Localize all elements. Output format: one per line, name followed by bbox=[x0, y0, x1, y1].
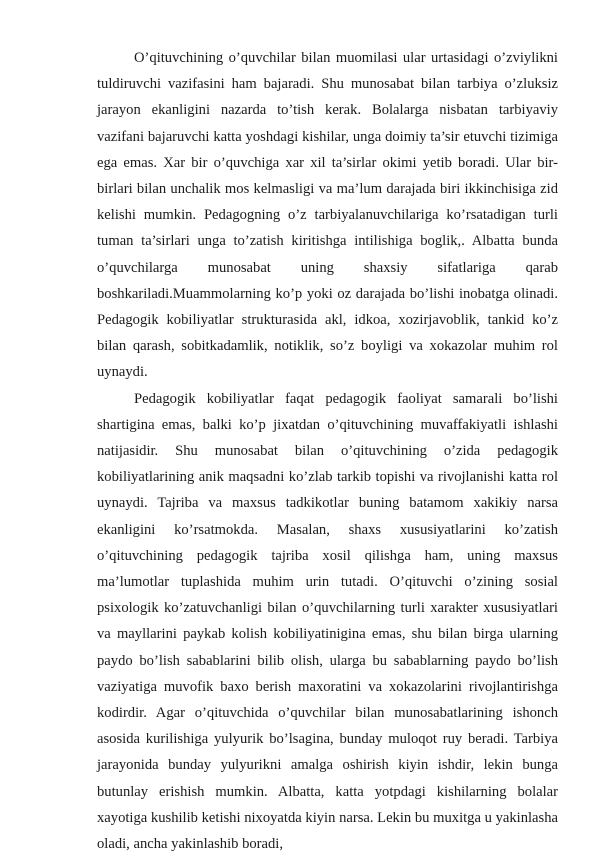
document-page bbox=[97, 45, 558, 857]
paragraph-1: O’qituvchining o’quvchilar bilan muomilasi ular urtasidagi o’zviylikni tuldiruvchi vazifasini ham bajaradi. Shu munosabat bilan tarbiya o’zluksiz jarayon ekanligini nazarda to’tish kerak. Bolalarga nisbatan tarbiyaviy vazifani bajaruvchi katta yoshdagi kishilar, unga doimiy ta’sir etuvchi tizimiga ega emas. Xar bir o’quvchiga xar xil ta’sirlar okimi yetib boradi. Ular bir-birlari bilan unchalik mos kelmasligi va ma’lum darajada biri ikkinchisiga zid kelishi mumkin. Pedagogning o’z tarbiyalanuvchilariga ko’rsatadigan turli tuman ta’sirlari unga to’zatish kiritishga intilishiga boglik,. Albatta bunda o’quvchilarga munosabat uning shaxsiy sifatlariga qarab boshkariladi.Muammolarning ko’p yoki oz darajada bo’lishi inobatga olinadi. Pedagogik kobiliyatlar strukturasida akl, idkoa, xozirjavoblik, tankid ko’z bilan qarash, sobitkadamlik, notiklik, so’z boyligi va xokazolar muhim rol uynaydi. bbox=[97, 50, 558, 381]
paragraph-2: Pedagogik kobiliyatlar faqat pedagogik faoliyat samarali bo’lishi shartigina emas, balki ko’p jixatdan o’qituvchining muvaffakiyatli ishlashi natijasidir. Shu munosabat bilan o’qituvchining o’zida pedagogik kobiliyatlarining anik maqsadni ko’zlab tarkib topishi va rivojlanishi katta rol uynaydi. Tajriba va maxsus tadkikotlar buning batamom xakikiy narsa ekanligini ko’rsatmokda. Masalan, shaxs xususiyatlarini ko’zatish o’qituvchining pedagogik tajriba xosil qilishga ham, uning maxsus ma’lumotlar tuplashida muhim urin tutadi. O’qituvchi o’zining sosial psixologik ko’zatuvchanligi bilan o’quvchilarning turli xarakter xususiyatlari va mayllarini paykab kolish kobiliyatinigina emas, shu bilan birga ularning paydo bo’lish sabablarini bilib olish, ularga bu sabablarning paydo bo’lish vaziyatiga muvofik baxo berish maxoratini va xokazolarini rivojlantirishga kodirdir. Agar o’qituvchida o’quvchilar bilan munosabatlarining ishonch asosida kurilishiga yulyurik bo’lsagina, bunday muloqot ruy beradi. Tarbiya jarayonida bunday yulyurikni amalga oshirish kiyin ishdir, lekin bunga butunlay erishish mumkin. Albatta, katta yotpdagi kishilarning bolalar xayotiga kushilib ketishi nixoyatda kiyin narsa. Lekin bu muxitga u yakinlasha oladi, ancha yakinlashib boradi, bbox=[97, 390, 558, 853]
